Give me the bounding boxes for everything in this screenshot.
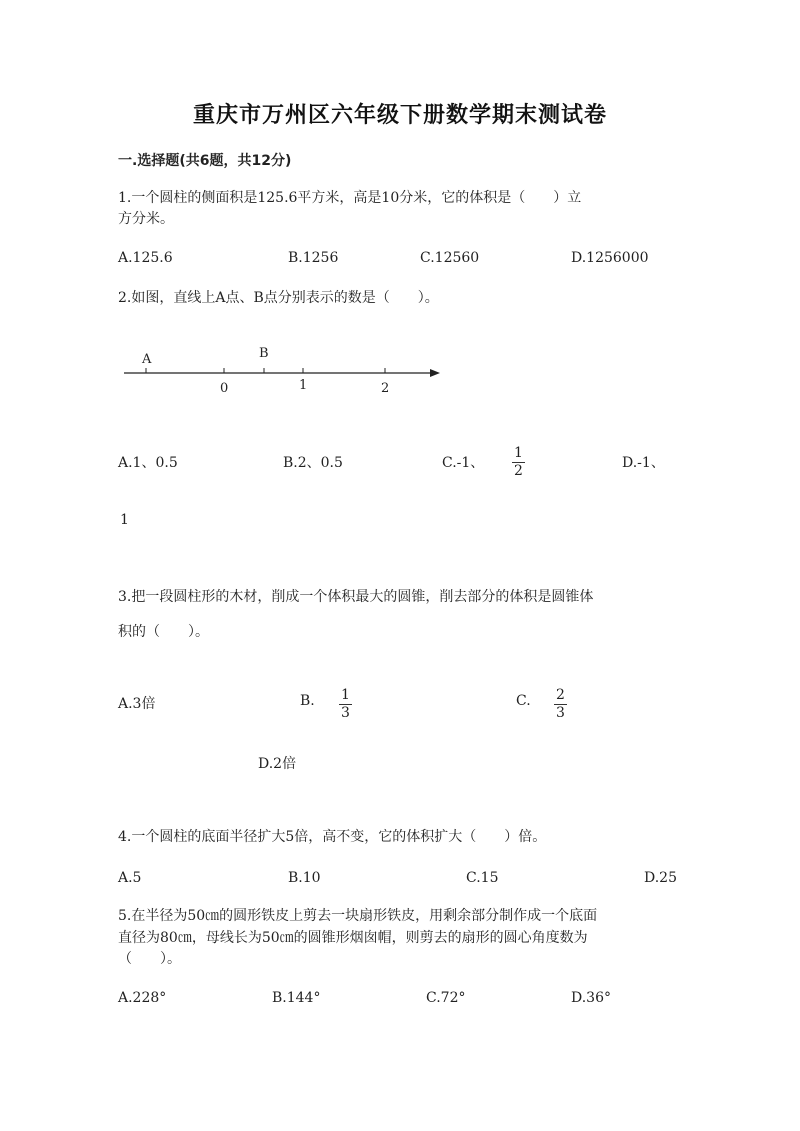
number-line-arrow-icon — [430, 369, 440, 377]
point-b-label: B — [259, 346, 269, 361]
question-2-text: 2.如图，直线上A点、B点分别表示的数是（ ）。 — [118, 290, 439, 306]
question-4-option-d[interactable]: D.25 — [644, 870, 677, 886]
number-line-figure — [120, 342, 442, 398]
question-3-option-a[interactable]: A.3倍 — [118, 696, 156, 712]
question-5-text-line1: 5.在半径为50㎝的圆形铁皮上剪去一块扇形铁皮，用剩余部分制作成一个底面 — [118, 908, 598, 924]
question-5-option-a[interactable]: A.228° — [118, 990, 167, 1006]
fraction-denominator: 2 — [514, 463, 523, 479]
question-1-option-b[interactable]: B.1256 — [288, 250, 339, 266]
question-5-option-c[interactable]: C.72° — [426, 990, 466, 1006]
question-2-option-d-continued: 1 — [120, 512, 129, 528]
question-2-option-b[interactable]: B.2、0.5 — [283, 455, 343, 471]
question-1-option-a[interactable]: A.125.6 — [118, 250, 173, 266]
question-2-option-c-fraction — [512, 446, 525, 479]
question-3-option-c-fraction — [554, 688, 567, 721]
fraction-numerator: 1 — [341, 687, 350, 703]
question-4-option-b[interactable]: B.10 — [288, 870, 321, 886]
tick-label-1: 1 — [299, 378, 308, 393]
question-3-option-b[interactable]: B. — [300, 693, 315, 709]
question-3-option-c[interactable]: C. — [516, 693, 531, 709]
tick-label-0: 0 — [220, 381, 229, 396]
question-2-option-a[interactable]: A.1、0.5 — [118, 455, 178, 471]
fraction-numerator: 2 — [556, 687, 565, 703]
question-3-text-line1: 3.把一段圆柱形的木材，削成一个体积最大的圆锥，削去部分的体积是圆锥体 — [118, 589, 594, 605]
fraction-denominator: 3 — [341, 705, 350, 721]
question-5-option-b[interactable]: B.144° — [272, 990, 321, 1006]
section-heading: 一.选择题(共6题，共12分) — [118, 153, 292, 169]
fraction-denominator: 3 — [556, 705, 565, 721]
tick-label-2: 2 — [381, 381, 390, 396]
question-1-text-line1: 1.一个圆柱的侧面积是125.6平方米，高是10分米，它的体积是（ ）立 — [118, 190, 582, 206]
question-5-option-d[interactable]: D.36° — [571, 990, 611, 1006]
question-2-option-d[interactable]: D.-1、 — [622, 455, 665, 471]
fraction-numerator: 1 — [514, 445, 523, 461]
question-1-text-line2: 方分米。 — [118, 211, 174, 227]
question-3-option-b-fraction — [339, 688, 352, 721]
page-title: 重庆市万州区六年级下册数学期末测试卷 — [192, 103, 607, 128]
question-4-option-a[interactable]: A.5 — [118, 870, 142, 886]
question-4-option-c[interactable]: C.15 — [466, 870, 499, 886]
point-a-label: A — [142, 352, 152, 367]
question-1-option-c[interactable]: C.12560 — [420, 250, 480, 266]
question-5-text-line2: 直径为80㎝，母线长为50㎝的圆锥形烟囱帽，则剪去的扇形的圆心角度数为 — [118, 930, 588, 946]
question-5-text-line3: （ ）。 — [118, 951, 181, 967]
question-3-text-line2: 积的（ ）。 — [118, 624, 209, 640]
question-1-option-d[interactable]: D.1256000 — [571, 250, 649, 266]
question-4-text: 4.一个圆柱的底面半径扩大5倍，高不变，它的体积扩大（ ）倍。 — [118, 829, 547, 845]
question-3-option-d[interactable]: D.2倍 — [258, 756, 297, 772]
question-2-option-c[interactable]: C.-1、 — [442, 455, 485, 471]
